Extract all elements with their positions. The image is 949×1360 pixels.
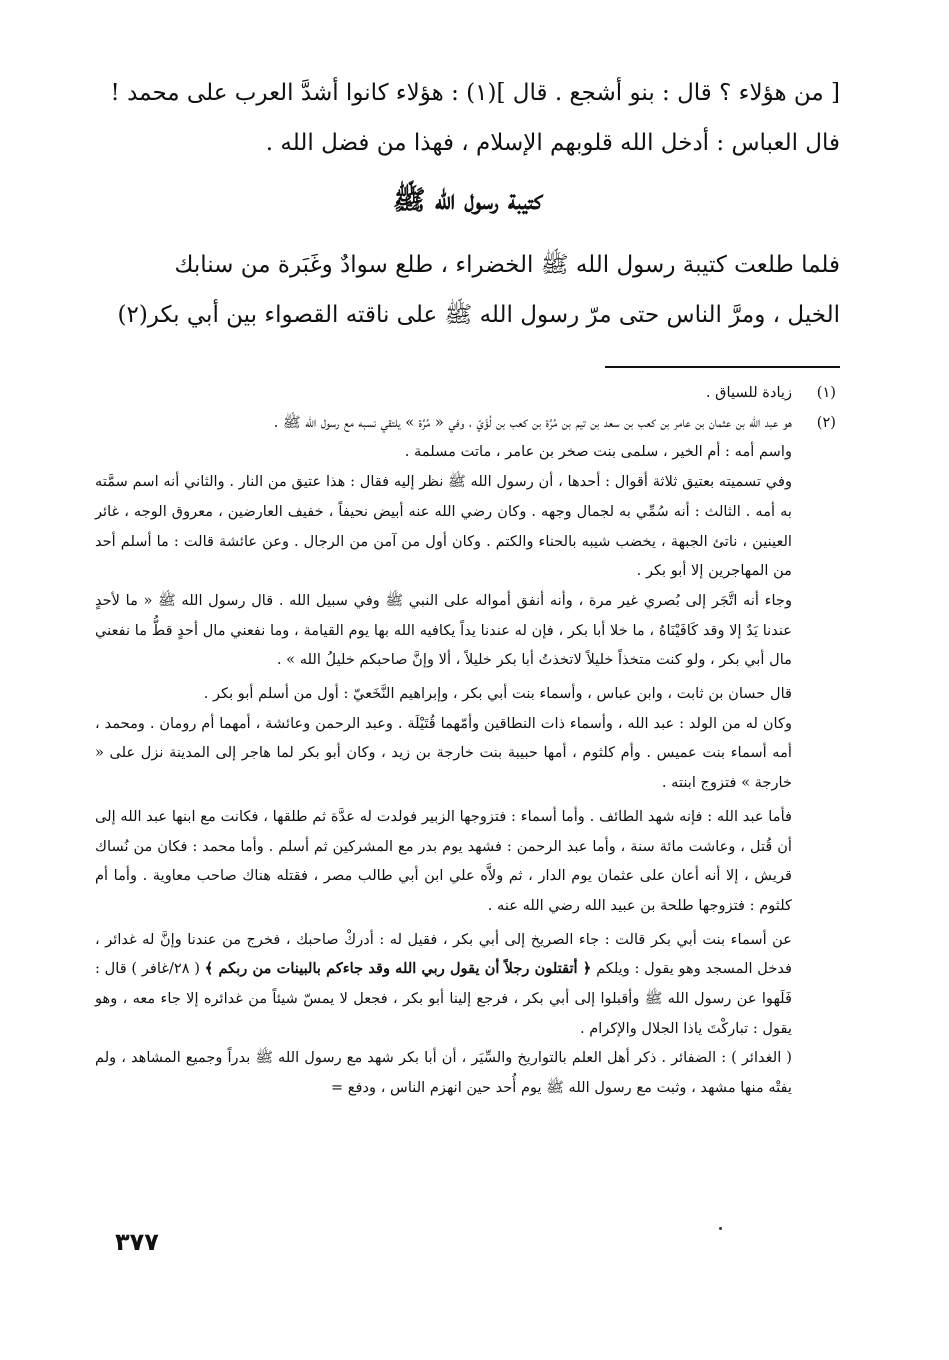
print-speck [719, 1227, 722, 1230]
footnote-paragraph: وكان له من الولد : عبد الله ، وأسماء ذات النطاقين وأمّهما قُتَيْلَة . وعبد الرحمن وعائشة ، أمهما أم رومان . ومحمد ، أمه أسماء بنت عميس . وأم كلثوم ، أمها حبيبة بنت خارجة بن زيد ، وكان أبو بكر لما هاجر إلى المدينة نزل على « خارجة » فتزوج ابنته . [95, 714, 792, 792]
page-content [95, 68, 840, 1103]
footnotes [95, 378, 840, 1103]
intro-line-1: [ من هؤلاء ؟ قال : بنو أشجع . قال ](١) : هؤلاء كانوا أشدَّ العرب على محمد ! [110, 80, 840, 106]
footnote-paragraph: وجاء أنه اتَّجَر إلى بُصري غير مرة ، وأنه أنفق أمواله على النبي ﷺ وفي سبيل الله . قال رسول الله ﷺ « ما لأحدٍ عندنا يَدٌ إلا وقد كَافَيْنَاهُ ، ما خلا أبا بكر ، فإن له عندنا يداً يكافيه الله بها يوم القيامة ، وما نفعني مال أحدٍ قطُّ ما نفعني مال أبي بكر ، ولو كنت متخذاً خليلاً لاتخذتُ أبا بكر خليلاً ، ألا وإنَّ صاحبكم خليلُ الله » . [95, 591, 792, 669]
footnote-paragraph: هو عبد الله بن عثمان بن عامر بن كعب بن سعد بن تيم بن مُرَّة بن كعب بن لُؤَيّ ، وفي « مُرَّة » يلتقي نسبه مع رسول الله ﷺ . [273, 413, 792, 431]
footnote-number: (٢) [816, 413, 836, 431]
footnote-divider [605, 366, 840, 368]
footnote-number: (١) [816, 384, 836, 401]
footnote-1 [95, 378, 840, 408]
footnote-paragraph: فأما عبد الله : فإنه شهد الطائف . وأما أسماء : فتزوجها الزبير فولدت له عدَّة ثم طلقها ، فكانت مع ابنها عبد الله إلى أن قُتل ، وعاشت مائة سنة ، وأما عبد الرحمن : فشهد يوم بدر مع المشركين ثم أسلم . وأما محمد : فكان من نُساك قريش ، إلا أنه أعان على عثمان يوم الدار ، ثم ولاَّه علي ابن أبي طالب مصر ، فقتله هناك صاحب معاوية . وأما أم كلثوم : فتزوجها طلحة بن عبيد الله رضي الله عنه . [95, 807, 792, 914]
body-line-2: الخيل ، ومرَّ الناس حتى مرّ رسول الله ﷺ على ناقته القصواء بين أبي بكر(٢) [117, 302, 840, 328]
quran-quote: ﴿ أتقتلون رجلاً أن يقول ربي الله وقد جاءكم بالبينات من ربكم ﴾ [204, 960, 592, 978]
footnote-text: عن أسماء بنت أبي بكر قالت : جاء الصريخ إلى أبي بكر ، فقيل له : أدركْ صاحبك ، فخرج من عندنا وإنَّ له غدائر ، فدخل المسجد وهو يقول : ويلكم [95, 930, 792, 978]
footnote-2 [95, 408, 840, 1103]
footnote-paragraph: ( الغدائر ) : الضفائر . ذكر أهل العلم بالتواريخ والسِّيَر ، أن أبا بكر شهد مع رسول الله ﷺ بدراً وجميع المشاهد ، ولم يفتْه منها مشهد ، وثبت مع رسول الله ﷺ يوم أُحد حين انهزم الناس ، ودفع = [95, 1049, 792, 1097]
footnote-paragraph: وفي تسميته بعتيق ثلاثة أقوال : أحدها ، أن رسول الله ﷺ نظر إليه فقال : هذا عتيق من النار . والثاني أنه اسم سمَّته به أمه . الثالث : أنه سُمِّي به لجمال وجهه . وكان رضي الله عنه أبيض نحيفاً ، خفيف العارضين ، معروق الوجه ، غائر العينين ، ناتئ الجبهة ، يخضب شيبه بالحناء والكتم . وكان أول من آمن من الرجال . وعن عائشة قالت : ما أسلم أحد من المهاجرين إلا أبو بكر . [95, 473, 792, 580]
footnote-text: زيادة للسياق . [705, 384, 792, 401]
body-line-1: فلما طلعت كتيبة رسول الله ﷺ الخضراء ، طلع سوادٌ وغَبَرة من سنابك [174, 252, 840, 278]
body-paragraph [95, 240, 840, 340]
footnote-paragraph [95, 925, 792, 1044]
page-number: ٣٧٧ [115, 1228, 159, 1256]
footnote-paragraph: واسم أمه : أم الخير ، سلمى بنت صخر بن عامر ، ماتت مسلمة . [404, 443, 792, 461]
footnote-body [95, 378, 792, 408]
intro-paragraph [95, 68, 840, 168]
footnote-paragraph: قال حسان بن ثابت ، وابن عباس ، وأسماء بنت أبي بكر ، وإبراهيم النَّخَعيّ : أول من أسلم أبو بكر . [203, 685, 792, 703]
intro-line-2: فال العباس : أدخل الله قلوبهم الإسلام ، فهذا من فضل الله . [265, 130, 840, 156]
section-heading: كتيبة رسول الله ﷺ [392, 185, 543, 216]
footnote-text: ( ٢٨/غافر ) قال : فَلَهوا عن رسول الله ﷺ وأقبلوا إلى أبي بكر ، فرجع إلينا أبو بكر ، فجعل لا يمسّ شيئاً من غدائره إلا جاء معه ، وهو يقول : تباركْتَ ياذا الجلال والإكرام . [95, 960, 792, 1037]
footnote-body [95, 408, 792, 1103]
